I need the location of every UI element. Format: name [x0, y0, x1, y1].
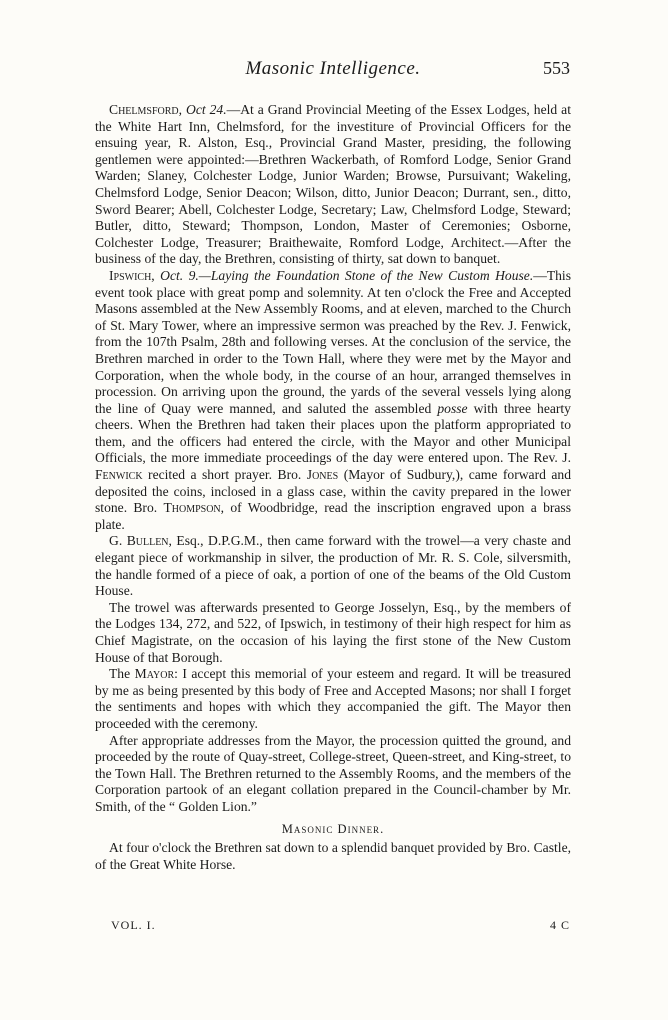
paragraph-lead: The [109, 666, 131, 682]
paragraph-text: with three hearty cheers. When the Brethren had taken their places upon the platform appropriated to them, and the officers had entered the circle, with the Mayor and other Municipal Officials, the more immediate proceedings of the day were entered upon. The Rev. J. [95, 400, 571, 466]
section-subheading: Masonic Dinner. [281, 821, 385, 836]
paragraph-banquet [95, 840, 571, 873]
paragraph-text: of Woodbridge, read the inscription engraved upon a brass plate. [95, 500, 572, 532]
paragraph-text: After appropriate addresses from the Mayor, the procession quitted the ground, and proceeded by the route of Quay-street, College-street, Queen-street, and King-street, to the Town Hall. The Brethren returned to the Assembly Rooms, and the members of the Corporation partook of an elegant collation prepared in the Council-chamber by Mr. Smith, of the “ Golden Lion.” [95, 732, 571, 814]
paragraph-ipswich [95, 268, 571, 534]
paragraph-procession [95, 733, 571, 816]
date: Oct. 9. [160, 267, 199, 283]
paragraph-trowel [95, 600, 571, 666]
place-name: Chelmsford, [109, 102, 183, 117]
page-number: 553 [543, 58, 570, 78]
paragraph-mayor [95, 666, 571, 732]
place-name: Ipswich, [109, 267, 155, 283]
paragraph-text: (Mayor of Sudbury,), came forward and deposited the coins, inclosed in a glass case, within the cavity prepared in the lower stone. Bro. [95, 467, 571, 516]
italic-word: posse [437, 400, 468, 416]
page-footer [111, 918, 570, 934]
paragraph-text: Esq., D.P.G.M., then came forward with the trowel—a very chaste and elegant piece of workmanship in silver, the production of Mr. R. S. Cole, silversmith, the handle formed of a piece of oak, a portion of one of the beams of the Old Custom House. [95, 533, 571, 599]
paragraph-text: I accept this memorial of your esteem and regard. It will be treasured by me as being presented by this body of Free and Accepted Masons; nor shall I forget the sentiments and hopes with which they accompanied the gift. The Mayor then proceeded with the ceremony. [95, 666, 571, 731]
person-name: Fenwick [95, 467, 143, 483]
article-heading: —Laying the Foundation Stone of the New Custom House. [198, 267, 534, 283]
paragraph-text: —This event took place with great pomp and solemnity. At ten o'clock the Free and Accepted Masons assembled at the New Assembly Rooms, and at eleven, marched to the Church of St. Mary Tower, where an impressive sermon was preached by the Rev. J. Fenwick, from the 107th Psalm, 28th and following verses. At the conclusion of the service, the Brethren marched in order to the Town Hall, where they were met by the Mayor and Corporation, when the whole body, in the course of an hour, arranged themselves in procession. On arriving upon the ground, the yards of the several vessels lying along the line of Quay were manned, and saluted the assembled [95, 267, 571, 416]
person-name: Thompson, [163, 500, 225, 516]
person-name: Mayor: [134, 666, 178, 682]
paragraph-text: recited a short prayer. Bro. [148, 467, 302, 483]
running-title: Masonic Intelligence. [245, 58, 421, 79]
date: Oct 24. [186, 102, 227, 117]
paragraph-chelmsford [95, 102, 571, 268]
signature-mark: 4 C [549, 918, 570, 932]
paragraph-text: —At a Grand Provincial Meeting of the Essex Lodges, held at the White Hart Inn, Chelmsford, for the investiture of Provincial Officers for the ensuing year, R. Alston, Esq., Provincial Grand Master, presiding, the following gentlemen were appointed:—Brethren Wackerbath, of Romford Lodge, Senior Grand Warden; Slaney, Colchester Lodge, Junior Warden; Browse, Pursuivant; Wakeling, Chelmsford Lodge, Senior Deacon; Wilson, ditto, Junior Deacon; Durrant, sen., ditto, Sword Bearer; Abell, Colchester Lodge, Secretary; Law, Chelmsford Lodge, Steward; Butler, ditto, Steward; Thompson, London, Master of Ceremonies; Osborne, Colchester Lodge, Treasurer; Braithewaite, Romford Lodge, Architect.—After the business of the day, the Brethren, consisting of thirty, sat down to banquet. [95, 102, 571, 267]
person-name: Jones [306, 467, 339, 483]
article-body [95, 102, 571, 873]
paragraph-text: At four o'clock the Brethren sat down to a splendid banquet provided by Bro. Castle, of the Great White Horse. [95, 840, 571, 872]
paragraph-bullen [95, 533, 571, 599]
paragraph-text: The trowel was afterwards presented to George Josselyn, Esq., by the members of the Lodges 134, 272, and 522, of Ipswich, in testimony of their high respect for him as Chief Magistrate, on the occasion of his laying the first stone of the New Custom House of that Borough. [95, 599, 571, 665]
volume-mark: VOL. I. [111, 918, 156, 932]
person-name: Bullen, [126, 533, 172, 549]
page-header [96, 58, 570, 82]
paragraph-lead: G. [109, 533, 123, 549]
